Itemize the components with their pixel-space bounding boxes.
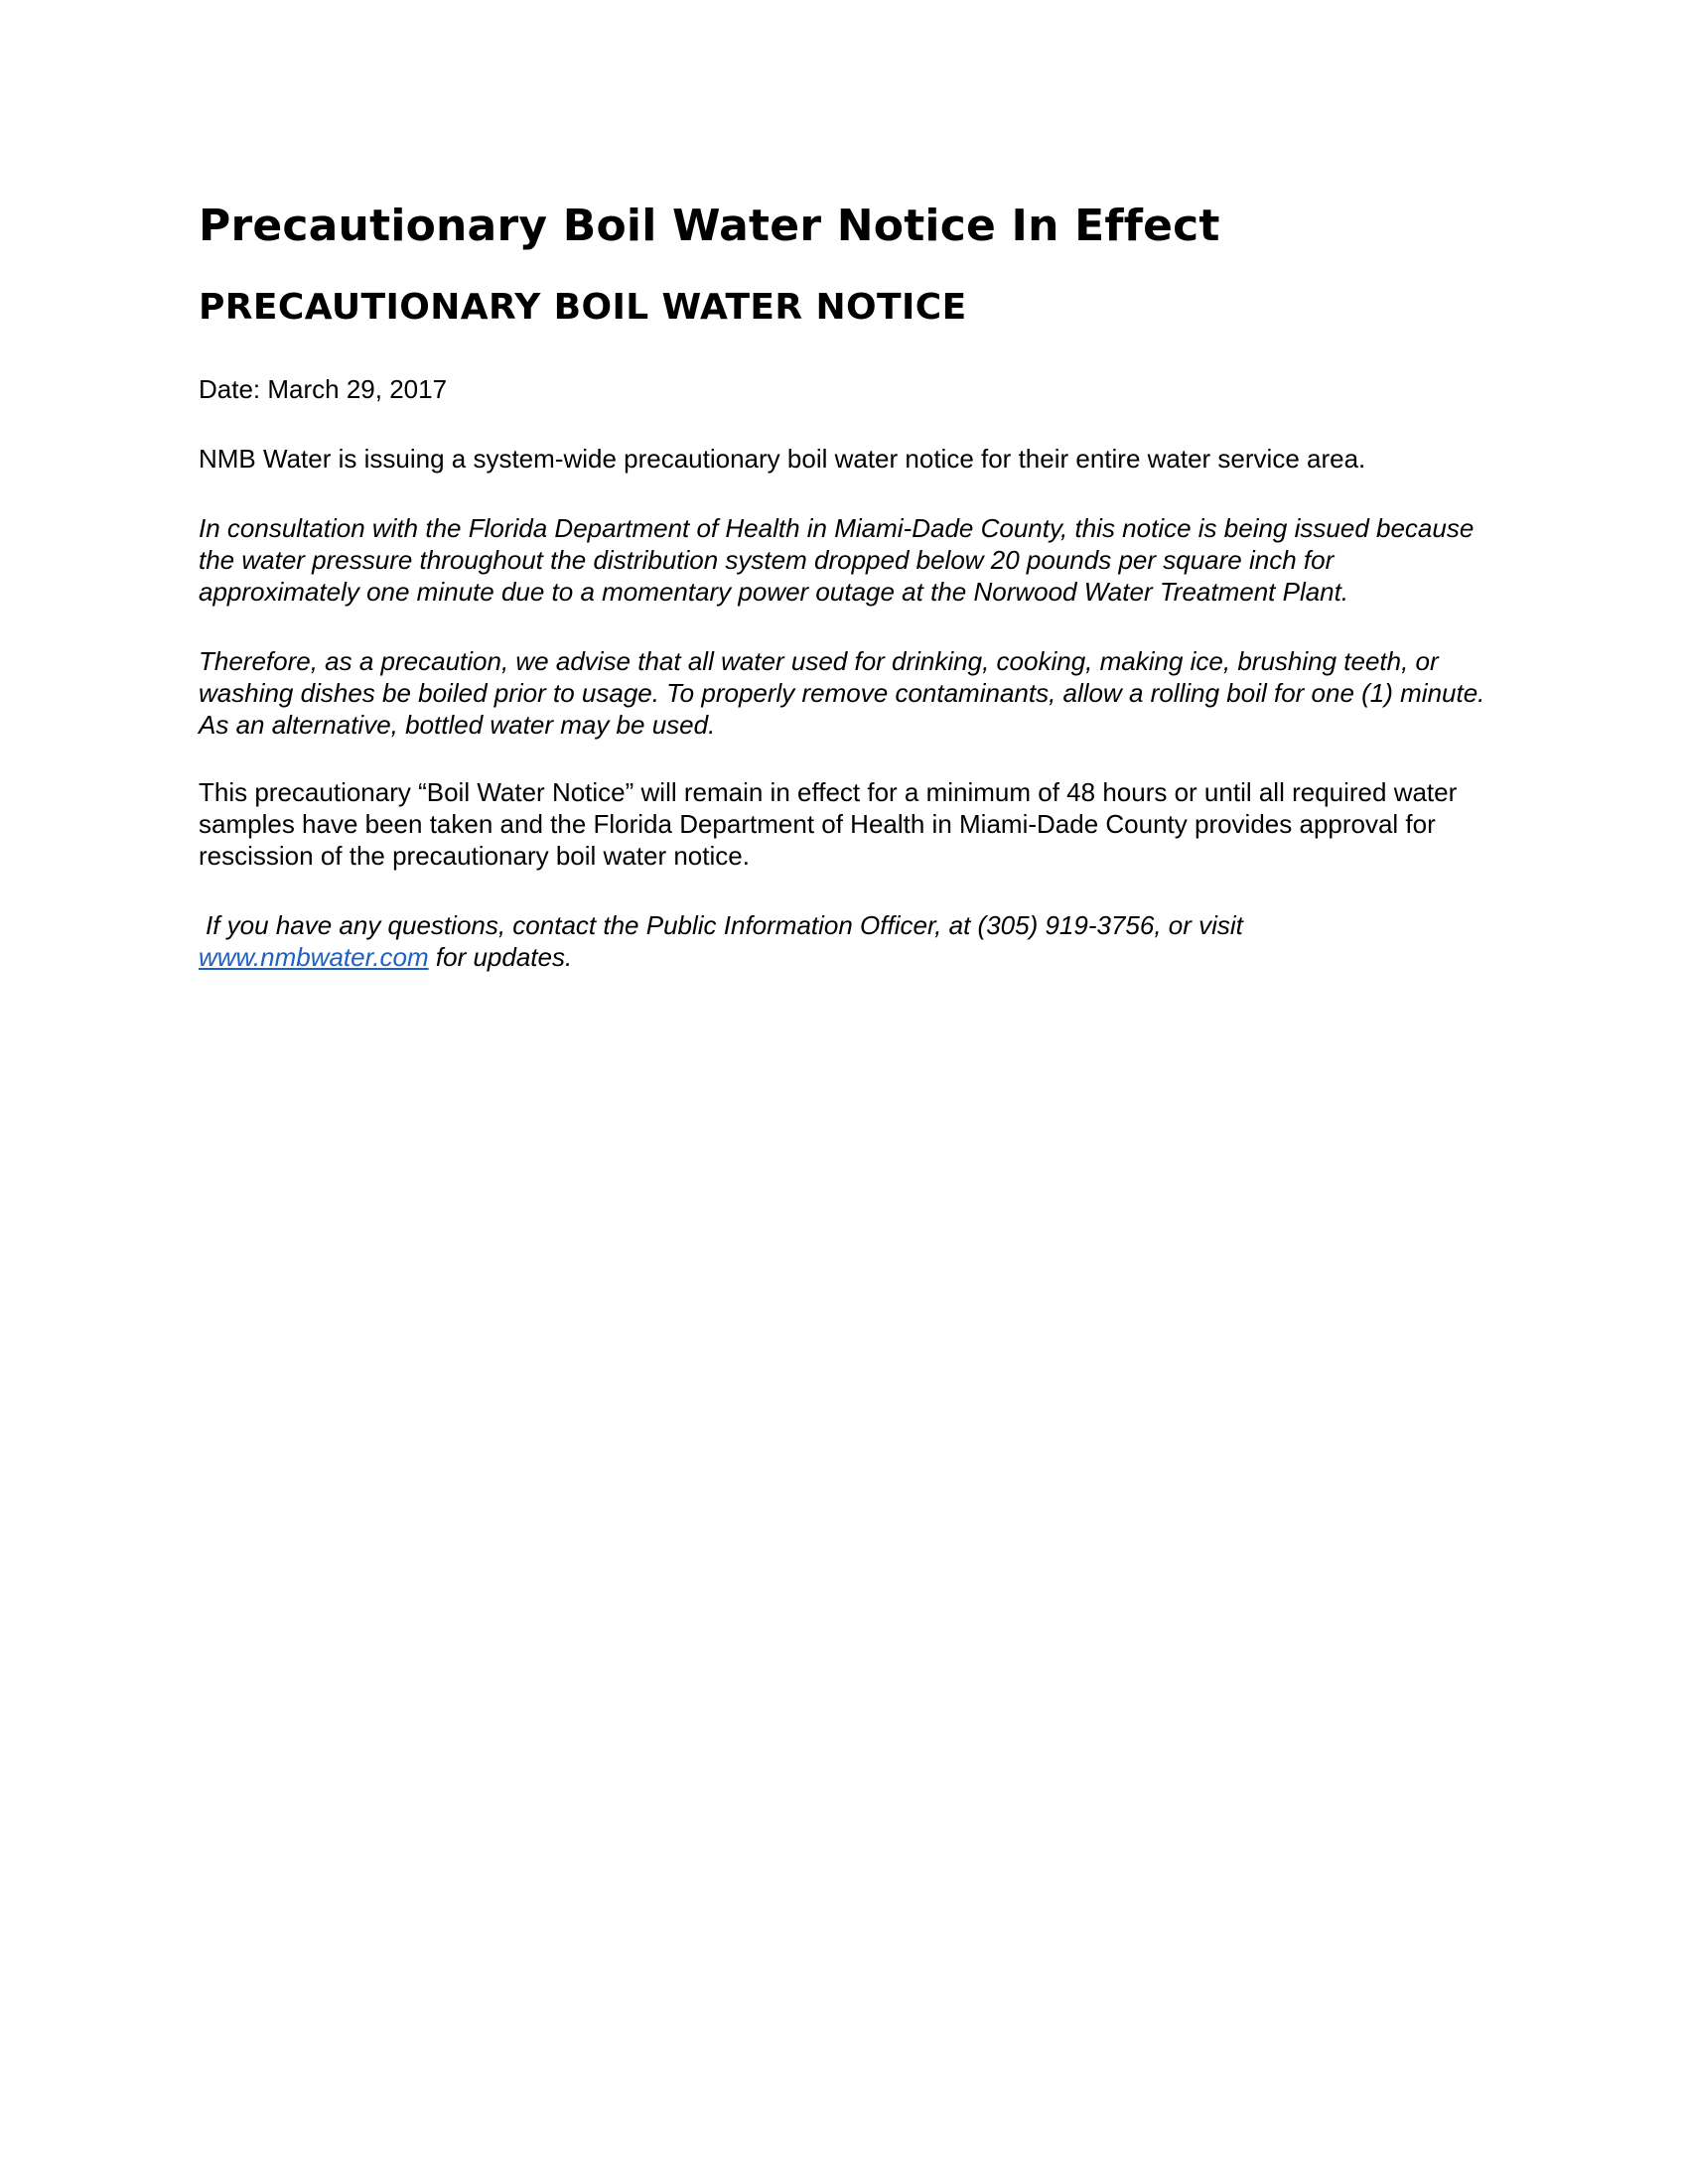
contact-paragraph	[199, 909, 1489, 973]
notice-heading: PRECAUTIONARY BOIL WATER NOTICE	[199, 287, 967, 328]
contact-text: If you have any questions, contact the Public Information Officer, at (305) 919-3756, or visit	[206, 910, 1243, 940]
consultation-paragraph: In consultation with the Florida Department of Health in Miami-Dade County, this notice is being issued because the water pressure throughout the distribution system dropped below 20 pounds per square inch for approximately one minute due to a momentary power outage at the Norwood Water Treatment Plant.	[199, 513, 1475, 607]
contact-text-after: for updates.	[435, 942, 573, 972]
notice-body	[199, 195, 1489, 973]
effect-paragraph: This precautionary “Boil Water Notice” will remain in effect for a minimum of 48 hours or until all required water samples have been taken and the Florida Department of Health in Miami-Dade County provides approval for rescission of the precautionary boil water notice.	[199, 777, 1458, 871]
intro-paragraph: NMB Water is issuing a system-wide precautionary boil water notice for their entire water service area.	[199, 444, 1366, 474]
precaution-paragraph: Therefore, as a precaution, we advise that all water used for drinking, cooking, making ice, brushing teeth, or washing dishes be boiled prior to usage. To properly remove contaminants, allow a rolling boil for one (1) minute. As an alternative, bottled water may be used.	[199, 646, 1485, 740]
page-title: Precautionary Boil Water Notice In Effect	[199, 201, 1220, 251]
website-link[interactable]: www.nmbwater.com	[199, 942, 429, 972]
notice-date: Date: March 29, 2017	[199, 374, 448, 404]
